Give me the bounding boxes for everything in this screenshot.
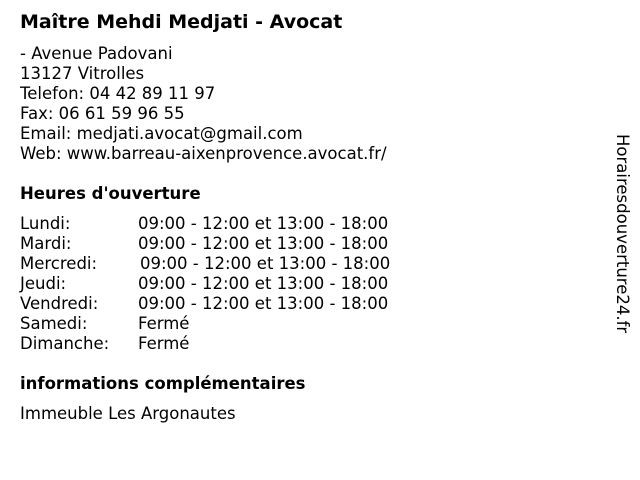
day-label: Mercredi: <box>20 254 98 273</box>
day-hours: 09:00 - 12:00 et 13:00 - 18:00 <box>140 254 391 273</box>
fax: Fax: 06 61 59 96 55 <box>20 104 185 123</box>
hours-row-wednesday <box>20 254 440 274</box>
day-hours: Fermé <box>138 314 190 333</box>
day-hours: Fermé <box>138 334 190 353</box>
hours-row-friday <box>20 294 440 314</box>
contact-block <box>20 44 387 164</box>
hours-heading: Heures d'ouverture <box>20 184 201 203</box>
additional-info-heading: informations complémentaires <box>20 374 306 393</box>
day-label: Dimanche: <box>20 334 110 353</box>
day-hours: 09:00 - 12:00 et 13:00 - 18:00 <box>138 294 389 313</box>
day-hours: 09:00 - 12:00 et 13:00 - 18:00 <box>138 234 389 253</box>
hours-row-thursday <box>20 274 440 294</box>
address-street: - Avenue Padovani <box>20 44 173 63</box>
page-title: Maître Mehdi Medjati - Avocat <box>20 11 343 33</box>
day-label: Mardi: <box>20 234 72 253</box>
additional-info-text: Immeuble Les Argonautes <box>20 404 236 423</box>
email: Email: medjati.avocat@gmail.com <box>20 124 303 143</box>
website: Web: www.barreau-aixenprovence.avocat.fr/ <box>20 144 387 163</box>
hours-row-tuesday <box>20 234 440 254</box>
opening-hours-table <box>20 214 440 354</box>
address-city: 13127 Vitrolles <box>20 64 145 83</box>
hours-row-saturday <box>20 314 440 334</box>
day-hours: 09:00 - 12:00 et 13:00 - 18:00 <box>138 274 389 293</box>
day-label: Lundi: <box>20 214 71 233</box>
day-hours: 09:00 - 12:00 et 13:00 - 18:00 <box>138 214 389 233</box>
telephone: Telefon: 04 42 89 11 97 <box>20 84 216 103</box>
day-label: Samedi: <box>20 314 88 333</box>
hours-row-monday <box>20 214 440 234</box>
day-label: Jeudi: <box>20 274 67 293</box>
site-watermark: Horairesdouverture24.fr <box>613 134 632 334</box>
hours-row-sunday <box>20 334 440 354</box>
day-label: Vendredi: <box>20 294 99 313</box>
